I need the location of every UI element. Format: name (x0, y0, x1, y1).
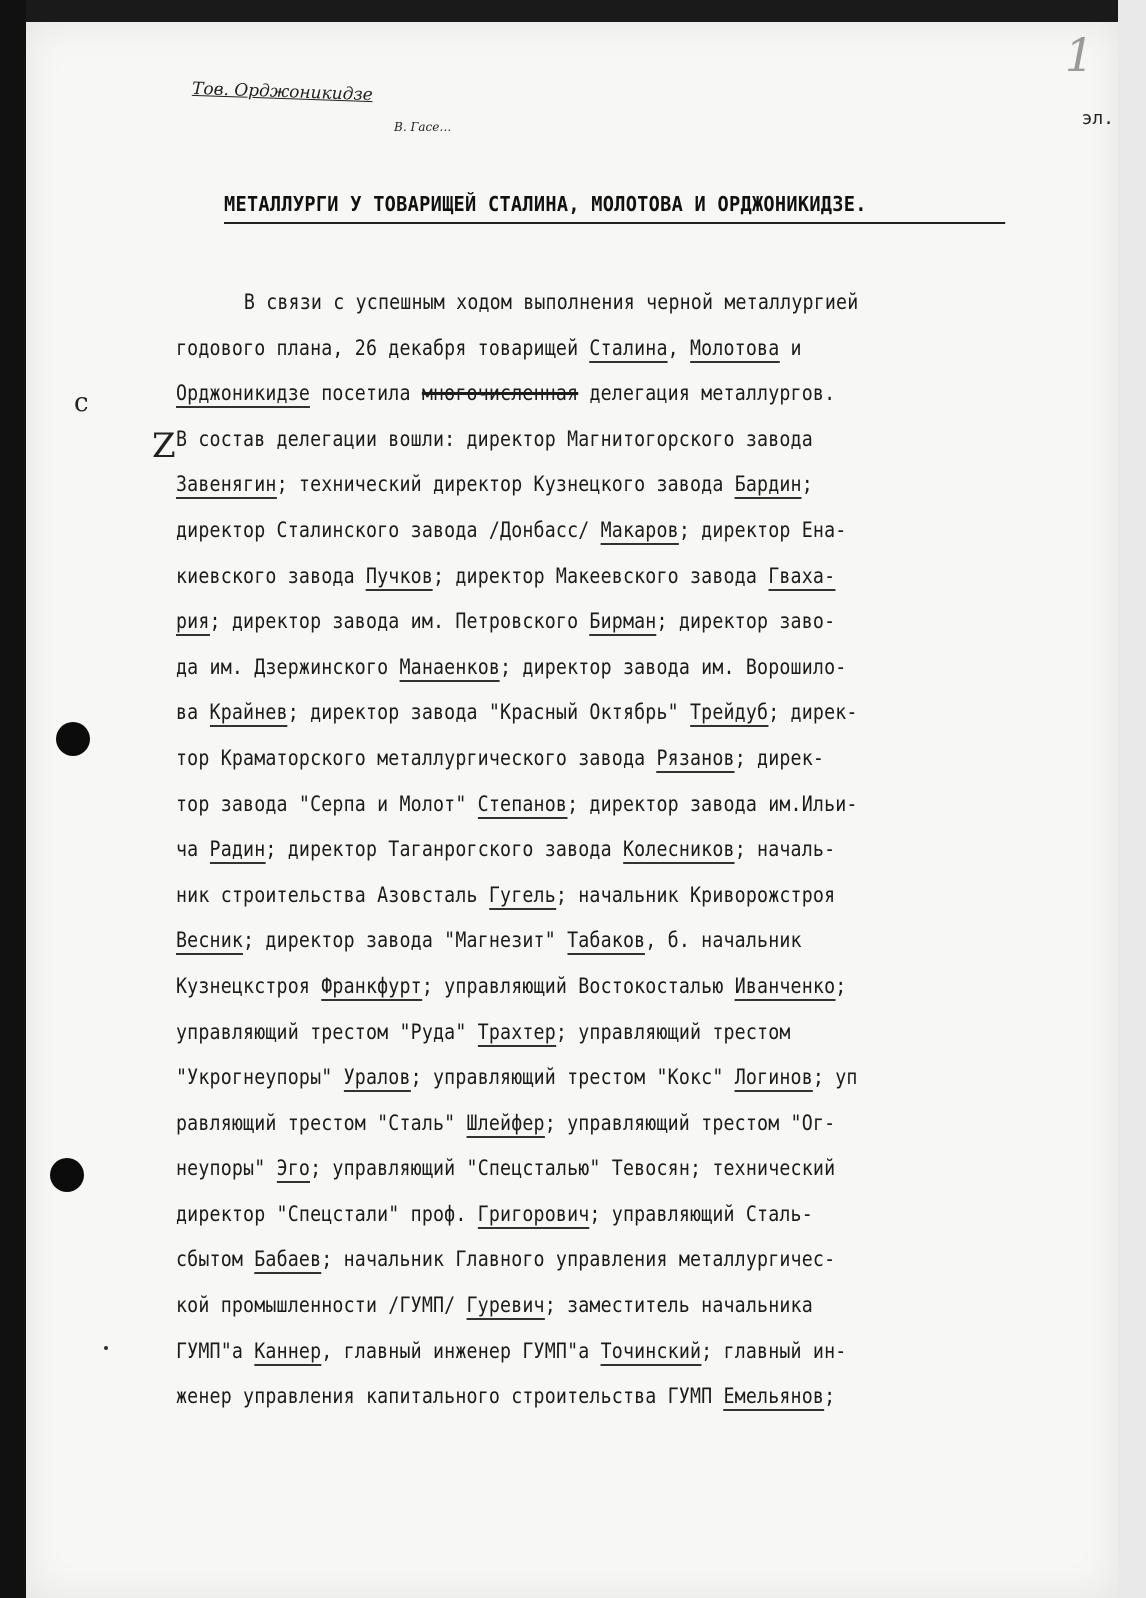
underlined-name: Гуревич (467, 1293, 545, 1320)
text-segment: ник строительства Азовсталь (176, 882, 489, 907)
text-segment: , б. начальник (645, 928, 802, 953)
underlined-name: Трахтер (478, 1020, 556, 1047)
underlined-name: Бабаев (254, 1247, 321, 1274)
underlined-name: Уралов (344, 1065, 411, 1092)
text-segment: ва (176, 700, 210, 725)
text-segment: ; директор Ена- (678, 517, 847, 542)
underlined-name: Рязанов (656, 746, 734, 773)
text-segment: ; управляющий Востокосталью (421, 973, 735, 998)
underlined-name: Трейдуб (690, 700, 768, 727)
underlined-name: Завенягин (176, 472, 277, 499)
underlined-name: Степанов (478, 792, 567, 819)
underlined-name: Бардин (735, 472, 802, 499)
handwritten-addressee: Тов. Орджоникидзе (191, 78, 374, 106)
text-segment: да им. Дзержинского (176, 654, 400, 679)
underlined-name: Гугель (489, 883, 556, 910)
punch-hole-icon (56, 722, 90, 756)
text-segment: директор Сталинского завода /Донбасс/ (176, 517, 601, 542)
text-segment: ; (801, 472, 813, 497)
text-segment: ; директор завода им.Ильи- (567, 791, 858, 816)
text-segment: киевского завода (176, 563, 366, 588)
text-segment: , (667, 335, 690, 360)
text-segment: ; директор завода им. Петровского (209, 609, 590, 634)
underlined-name: Манаенков (399, 655, 500, 682)
underlined-name: Молотова (690, 336, 779, 363)
text-segment: ; (835, 973, 847, 998)
punch-hole-icon (50, 1158, 84, 1192)
text-line (176, 736, 994, 782)
text-line (176, 645, 994, 691)
text-segment: ; директор завода "Магнезит" (243, 928, 568, 953)
text-line (176, 1237, 994, 1283)
underlined-name: Колесников (623, 837, 735, 864)
text-segment: ; управляющий "Спецсталью" Тевосян; технический (310, 1156, 836, 1181)
ink-dot (104, 1346, 108, 1350)
underlined-name: Точинский (601, 1339, 702, 1366)
margin-mark-c: с (74, 388, 89, 418)
text-segment: ; директор завода "Красный Октябрь" (287, 700, 690, 725)
text-segment: ; директор завода им. Ворошило- (500, 654, 847, 679)
margin-mark-bracket: Z (152, 426, 176, 466)
text-segment: и (779, 335, 802, 360)
text-segment: неупоры" (176, 1156, 277, 1181)
text-segment: Кузнецкстроя (176, 973, 322, 998)
underlined-name: Радин (210, 837, 266, 864)
text-line (176, 508, 994, 554)
text-segment: ; начальник Криворожстроя (555, 882, 836, 907)
document-title: МЕТАЛЛУРГИ У ТОВАРИЩЕЙ СТАЛИНА, МОЛОТОВА И ОРДЖОНИКИДЗЕ. (224, 192, 1005, 224)
document-page (26, 22, 1118, 1598)
text-segment: равляющий трестом "Сталь" (176, 1110, 467, 1135)
text-segment: В связи с успешным ходом выполнения черной металлургией (243, 290, 859, 314)
underlined-name: Сталина (589, 336, 667, 363)
text-segment: ; управляющий трестом "Кокс" (410, 1065, 735, 1090)
text-segment: ; заместитель начальника (544, 1293, 813, 1318)
text-line (176, 326, 994, 372)
text-segment: ча (176, 837, 210, 862)
underlined-name: Эго (277, 1156, 311, 1183)
text-line (176, 554, 994, 600)
underlined-name: Шлейфер (467, 1111, 545, 1138)
underlined-name: Каннер (254, 1339, 321, 1366)
underlined-name: Емельянов (724, 1384, 825, 1411)
text-segment: ; дирек- (734, 745, 825, 770)
text-line (176, 873, 994, 919)
text-line (176, 280, 994, 326)
struck-word: многочисленная (421, 381, 579, 406)
text-segment: тор завода "Серпа и Молот" (176, 791, 478, 816)
text-segment: ; (824, 1384, 836, 1409)
text-segment: ; директор Таганрогского завода (265, 837, 623, 862)
text-line (176, 1329, 994, 1375)
text-segment: "Укрогнеупоры" (176, 1065, 344, 1090)
underlined-name: Григорович (478, 1202, 590, 1229)
underlined-name: Гваха- (768, 564, 835, 591)
text-line (176, 1055, 994, 1101)
text-segment: тор Краматорского металлургического завода (176, 745, 657, 770)
scan-border-left (0, 0, 26, 1598)
underlined-name: Макаров (601, 518, 679, 545)
text-segment: , главный инженер ГУМП"а (321, 1338, 601, 1363)
underlined-name: Логинов (735, 1065, 813, 1092)
underlined-name: Пучков (366, 564, 433, 591)
text-segment: ; началь- (734, 837, 836, 862)
underlined-name: Орджоникидзе (176, 381, 310, 408)
handwritten-resolution: В. Гасе… (394, 120, 452, 134)
handwritten-page-number: 1 (1064, 28, 1094, 82)
text-line (176, 690, 994, 736)
text-line (176, 1146, 994, 1192)
text-segment: ; директор Макеевского завода (433, 563, 769, 588)
text-line (176, 1374, 994, 1420)
text-line (176, 827, 994, 873)
text-segment: ; технический директор Кузнецкого завода (276, 472, 735, 497)
underlined-name: Бирман (589, 609, 656, 636)
text-segment: делегация металлургов. (578, 381, 836, 406)
scan-border-right (1118, 0, 1146, 1598)
text-line (176, 1010, 994, 1056)
text-line (176, 918, 994, 964)
text-segment: ГУМП"а (176, 1338, 255, 1363)
text-line (176, 462, 994, 508)
typewritten-body (176, 280, 1116, 1420)
underlined-name: рия (176, 609, 210, 636)
text-segment: ; дирек- (768, 700, 858, 725)
text-line (176, 599, 994, 645)
text-segment: кой промышленности /ГУМП/ (176, 1293, 467, 1318)
text-line (176, 782, 994, 828)
text-segment: ; уп (812, 1065, 858, 1090)
text-line (176, 417, 994, 463)
text-segment: женер управления капитального строительства ГУМП (176, 1384, 724, 1409)
text-segment: ; управляющий трестом (555, 1019, 791, 1044)
text-segment: ; начальник Главного управления металлургичес- (321, 1247, 836, 1272)
text-line (176, 1192, 994, 1238)
text-segment: посетила (310, 381, 422, 406)
underlined-name: Крайнев (210, 700, 288, 727)
underlined-name: Табаков (567, 928, 645, 955)
text-segment: ; управляющий Сталь- (589, 1201, 813, 1226)
text-segment: ; главный ин- (701, 1338, 847, 1363)
text-segment: годового плана, 26 декабря товарищей (176, 335, 590, 360)
underlined-name: Франкфурт (321, 974, 422, 1001)
text-segment: управляющий трестом "Руда" (176, 1019, 478, 1044)
text-line (176, 371, 994, 417)
text-line (176, 1101, 994, 1147)
corner-mark: эл. (1081, 108, 1114, 129)
text-line (176, 1283, 994, 1329)
underlined-name: Иванченко (735, 974, 836, 1001)
text-segment: сбытом (176, 1247, 255, 1272)
underlined-name: Весник (176, 928, 243, 955)
text-segment: директор "Спецстали" проф. (176, 1201, 478, 1226)
text-line (176, 964, 994, 1010)
text-segment: В состав делегации вошли: директор Магнитогорского завода (176, 426, 813, 451)
text-segment: ; директор заво- (656, 609, 836, 634)
text-segment: ; управляющий трестом "Ог- (544, 1110, 836, 1135)
